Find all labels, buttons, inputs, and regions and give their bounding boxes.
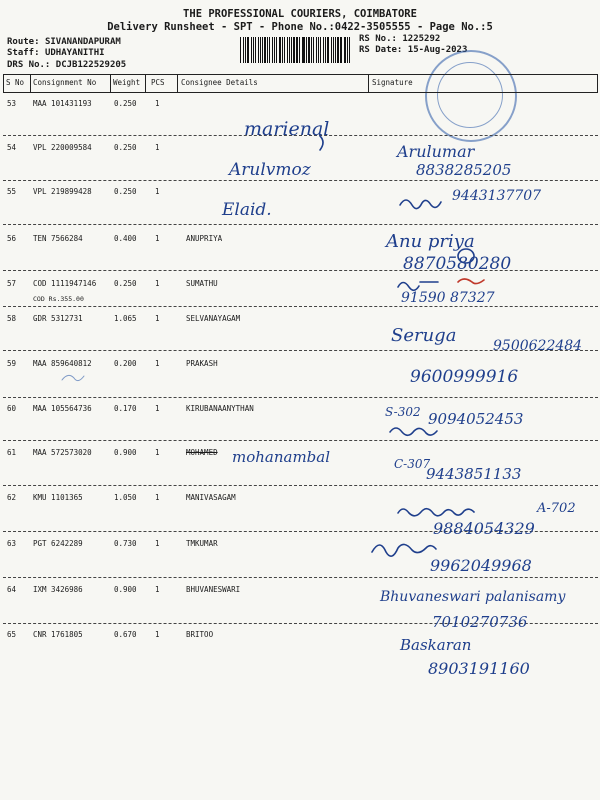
row-pcs: 1 [155, 234, 160, 243]
rs-date-label: RS Date: [359, 45, 403, 55]
row-pcs: 1 [155, 630, 160, 639]
row-consignment: TEN 7566284 [33, 234, 83, 243]
row-consignee: ANUPRIYA [186, 234, 223, 243]
row-weight: 1.065 [114, 314, 137, 323]
handwritten-phone: 9600999916 [410, 367, 519, 387]
col-header-consignee: Consignee Details [181, 78, 258, 87]
row-weight: 0.250 [114, 99, 137, 108]
scribble-signature [398, 282, 438, 290]
row-consignee: MOHAMED [186, 448, 218, 457]
handwritten-phone: 8903191160 [428, 659, 530, 678]
row-consignee: PRAKASH [186, 359, 218, 368]
handwritten-phone: 9443137707 [452, 188, 542, 204]
scribble-signature [372, 544, 436, 556]
row-consignee: BRITOO [186, 630, 214, 639]
row-consignment: MAA 859640812 [33, 359, 92, 368]
row-consignment: IXM 3426986 [33, 585, 83, 594]
scribble-mark [62, 375, 84, 380]
row-sno: 56 [7, 234, 17, 243]
scribble-signature [458, 279, 484, 284]
row-consignee: SELVANAYAGAM [186, 314, 241, 323]
handwritten-phone: 7010270736 [432, 613, 528, 631]
handwritten-note: C-307 [394, 457, 431, 471]
handwritten-phone: 8870580280 [403, 254, 512, 274]
handwritten-signature: Baskaran [400, 636, 472, 654]
row-weight: 0.170 [114, 404, 137, 413]
col-header-signature: Signature [372, 78, 413, 87]
handwritten-signature: Arulumar [397, 142, 475, 161]
scribble-signature [458, 249, 474, 263]
row-consignee: SUMATHU [186, 279, 218, 288]
row-weight: 0.400 [114, 234, 137, 243]
handwritten-name: marienal [244, 118, 330, 140]
staff-label: Staff: [7, 48, 40, 58]
row-sno: 58 [7, 314, 17, 323]
row-weight: 0.730 [114, 539, 137, 548]
runsheet-subtitle: Delivery Runsheet - SPT - Phone No.:0422-3505555 - Page No.:5 [107, 21, 493, 33]
row-pcs: 1 [155, 539, 160, 548]
route-value: SIVANANDAPURAM [44, 37, 121, 47]
row-pcs: 1 [155, 585, 160, 594]
scribble-signature [400, 200, 441, 209]
row-pcs: 1 [155, 99, 160, 108]
row-consignee: TMKUMAR [186, 539, 218, 548]
row-pcs: 1 [155, 279, 160, 288]
handwritten-note: S-302 [385, 405, 421, 419]
col-header-pcs: PCS [151, 78, 165, 87]
row-consignment: PGT 6242289 [33, 539, 83, 548]
scribble-mark [320, 136, 323, 150]
row-sno: 63 [7, 539, 17, 548]
row-weight: 0.900 [114, 585, 137, 594]
handwritten-name: Arulvmoz [229, 160, 311, 180]
scribble-signature [390, 428, 437, 435]
row-consignee: MANIVASAGAM [186, 493, 236, 502]
row-pcs: 1 [155, 314, 160, 323]
drs-value: DCJB122529205 [55, 60, 127, 70]
row-sno: 53 [7, 99, 17, 108]
handwritten-phone: 9094052453 [428, 410, 524, 428]
row-pcs: 1 [155, 359, 160, 368]
drs-label: DRS No.: [7, 60, 51, 70]
handwritten-name: mohanambal [232, 448, 331, 466]
rs-no-value: 1225292 [402, 34, 441, 44]
row-weight: 0.670 [114, 630, 137, 639]
rs-date-value: 15-Aug-2023 [407, 45, 468, 55]
row-consignment: KMU 1101365 [33, 493, 83, 502]
handwritten-phone: 9962049968 [430, 556, 532, 575]
row-consignment: MAA 572573020 [33, 448, 92, 457]
row-pcs: 1 [155, 187, 160, 196]
col-header-consignment: Consignment No [33, 78, 97, 87]
route-label: Route: [7, 37, 40, 47]
col-header-sno: S No [6, 78, 25, 87]
handwritten-name: Elaid. [222, 200, 272, 220]
row-consignee: KIRUBANAANYTHAN [186, 404, 254, 413]
row-sno: 55 [7, 187, 17, 196]
row-consignment: VPL 220009584 [33, 143, 92, 152]
row-sno: 62 [7, 493, 17, 502]
scribble-signature [398, 509, 474, 516]
row-sno: 54 [7, 143, 17, 152]
row-consignment: MAA 101431193 [33, 99, 92, 108]
handwritten-signature: Seruga [391, 325, 457, 346]
staff-value: UDHAYANITHI [44, 48, 105, 58]
row-consignee: BHUVANESWARI [186, 585, 241, 594]
row-sno: 59 [7, 359, 17, 368]
row-weight: 0.250 [114, 143, 137, 152]
row-pcs: 1 [155, 448, 160, 457]
row-cod-amount: COD Rs.355.00 [33, 295, 84, 303]
handwritten-note: A-702 [537, 501, 576, 516]
row-consignment: COD 1111947146 [33, 279, 97, 288]
handwritten-phone: 9884054329 [433, 519, 535, 538]
handwritten-phone: 9500622484 [493, 338, 583, 354]
row-weight: 0.250 [114, 187, 137, 196]
row-weight: 0.900 [114, 448, 137, 457]
row-pcs: 1 [155, 143, 160, 152]
company-title: THE PROFESSIONAL COURIERS, COIMBATORE [183, 8, 417, 20]
handwritten-phone: 8838285205 [416, 161, 512, 179]
handwritten-phone: 9443851133 [426, 465, 522, 483]
handwritten-signature: Bhuvaneswari palanisamy [380, 589, 566, 605]
handwritten-signature: Anu priya [386, 231, 475, 252]
row-consignment: CNR 1761805 [33, 630, 83, 639]
row-pcs: 1 [155, 404, 160, 413]
row-weight: 0.250 [114, 279, 137, 288]
row-sno: 61 [7, 448, 17, 457]
col-header-weight: Weight [113, 78, 141, 87]
row-consignment: VPL 219899428 [33, 187, 92, 196]
row-sno: 65 [7, 630, 17, 639]
row-consignment: MAA 105564736 [33, 404, 92, 413]
row-pcs: 1 [155, 493, 160, 502]
handwritten-phone: 91590 87327 [401, 290, 495, 306]
row-sno: 57 [7, 279, 17, 288]
row-weight: 1.050 [114, 493, 137, 502]
row-sno: 64 [7, 585, 17, 594]
row-weight: 0.200 [114, 359, 137, 368]
rs-no-label: RS No.: [359, 34, 397, 44]
row-sno: 60 [7, 404, 17, 413]
row-consignment: GDR 5312731 [33, 314, 83, 323]
